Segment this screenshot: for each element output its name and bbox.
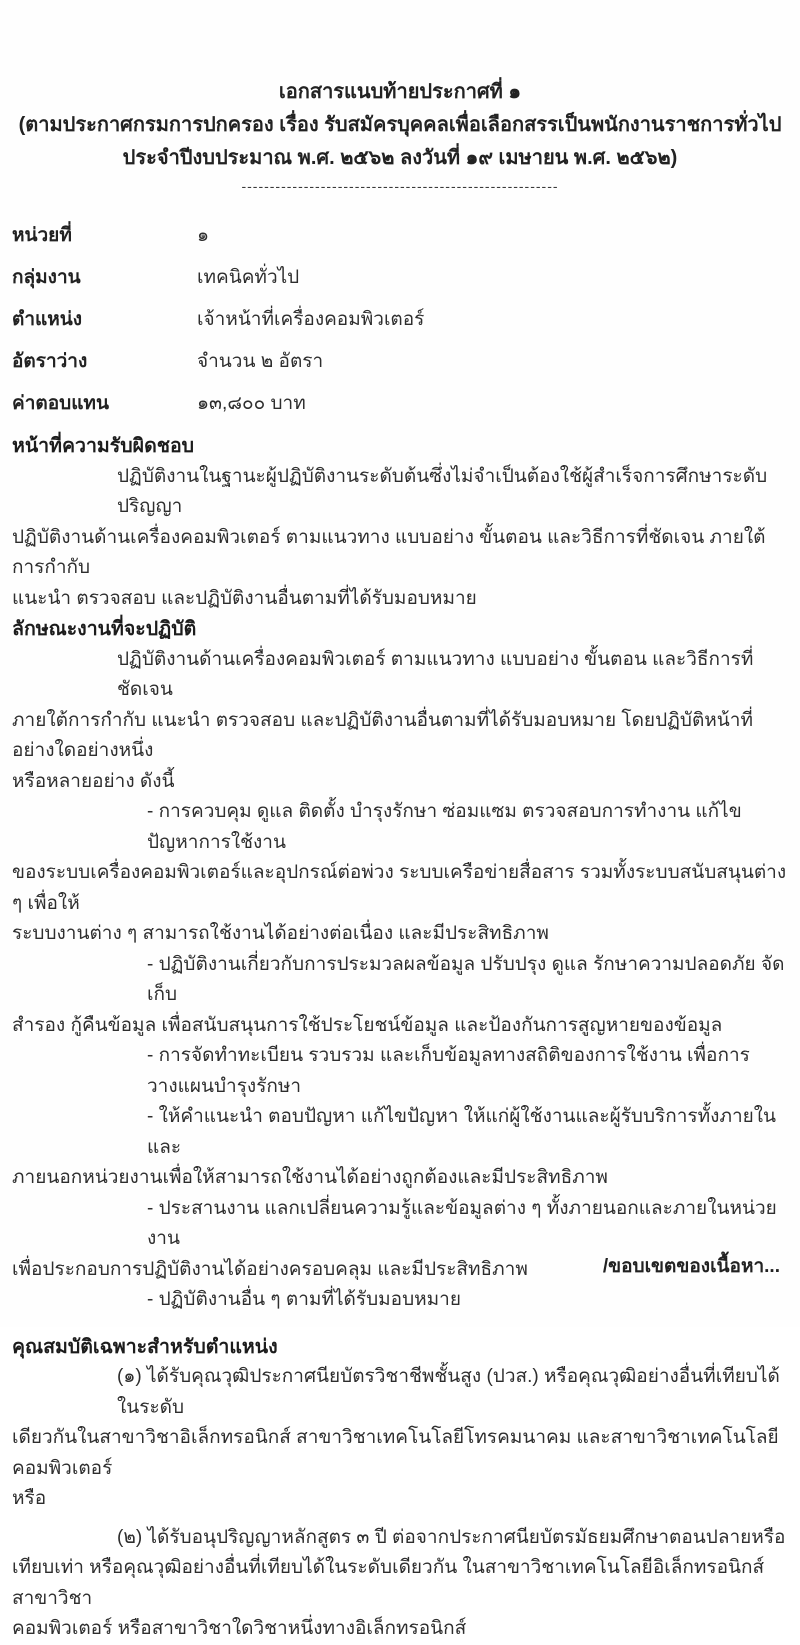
text-line: ปฏิบัติงานด้านเครื่องคอมพิวเตอร์ ตามแนวทาง แบบอย่าง ขั้นตอน และวิธีการที่ชัดเจน [117,648,754,700]
field-value: เทคนิคทั่วไป [197,267,300,288]
text-line: ปฏิบัติงานด้านเครื่องคอมพิวเตอร์ ตามแนวทาง แบบอย่าง ขั้นตอน และวิธีการที่ชัดเจน ภายใต้การกำกับ [12,526,766,578]
text-line: (๒) ได้รับอนุปริญญาหลักสูตร ๓ ปี ต่อจากประกาศนียบัตรมัธยมศึกษาตอนปลายหรือ [117,1526,786,1548]
field-row-position [12,305,788,336]
field-value: ๑๓,๘๐๐ บาท [197,393,306,414]
bullet-item [12,797,788,950]
job-nature-intro [12,645,788,798]
text-line: คอมพิวเตอร์ หรือสาขาวิชาใดวิชาหนึ่งทางอิเล็กทรอนิกส์ [12,1618,467,1639]
dashed-divider: -------------------------------------------------------- [241,178,559,194]
text-line: - ปฏิบัติงานอื่น ๆ ตามที่ได้รับมอบหมาย [147,1289,461,1310]
doc-title: เอกสารแนบท้ายประกาศที่ ๑ [278,81,522,103]
qualification-item [12,1362,788,1515]
text-line: หรือหลายอย่าง ดังนี้ [12,770,175,792]
text-line: เพื่อประกอบการปฏิบัติงานได้อย่างครอบคลุม และมีประสิทธิภาพ [12,1258,528,1280]
text-line: - การจัดทำทะเบียน รวบรวม และเก็บข้อมูลทางสถิติของการใช้งาน เพื่อการวางแผนบำรุงรักษา [147,1045,750,1097]
field-row-salary [12,389,788,420]
text-line: สำรอง กู้คืนข้อมูล เพื่อสนับสนุนการใช้ประโยชน์ข้อมูล และป้องกันการสูญหายของข้อมูล [12,1014,723,1036]
text-line: เดียวกันในสาขาวิชาอิเล็กทรอนิกส์ สาขาวิชาเทคโนโลยีโทรคมนาคม และสาขาวิชาเทคโนโลยีคอมพิวเตอร์ [12,1427,779,1479]
bullet-item [12,1285,788,1316]
text-line: - ประสานงาน แลกเปลี่ยนความรู้และข้อมูลต่าง ๆ ทั้งภายนอกและภายในหน่วยงาน [147,1197,777,1249]
document-title-block [12,76,788,175]
text-line: ปฏิบัติงานในฐานะผู้ปฏิบัติงานระดับต้นซึ่งไม่จำเป็นต้องใช้ผู้สำเร็จการศึกษาระดับปริญญา [117,465,768,517]
field-row-vacancies [12,347,788,378]
text-line: - การควบคุม ดูแล ติดตั้ง บำรุงรักษา ซ่อมแซม ตรวจสอบการทำงาน แก้ไขปัญหาการใช้งาน [147,801,742,853]
doc-subtitle-line1: (ตามประกาศกรมการปกครอง เรื่อง รับสมัครบุคคลเพื่อเลือกสรรเป็นพนักงานราชการทั่วไป [18,114,782,136]
field-row-unit [12,221,788,252]
text-line: ภายใต้การกำกับ แนะนำ ตรวจสอบ และปฏิบัติงานอื่นตามที่ได้รับมอบหมาย โดยปฏิบัติหน้าที่อย่างใดอย่างหนึ่ง [12,709,753,761]
text-line: - ปฏิบัติงานเกี่ยวกับการประมวลผลข้อมูล ปรับปรุง ดูแล รักษาความปลอดภัย จัดเก็บ [147,953,785,1005]
text-line: ภายนอกหน่วยงานเพื่อให้สามารถใช้งานได้อย่างถูกต้องและมีประสิทธิภาพ [12,1167,608,1188]
field-label: ตำแหน่ง [12,309,83,330]
text-line: ระบบงานต่าง ๆ สามารถใช้งานได้อย่างต่อเนื่อง และมีประสิทธิภาพ [12,923,549,944]
field-label: กลุ่มงาน [12,267,81,288]
field-label: อัตราว่าง [12,351,88,372]
field-value: เจ้าหน้าที่เครื่องคอมพิวเตอร์ [197,309,425,330]
field-row-work-group [12,263,788,294]
text-line: (๑) ได้รับคุณวุฒิประกาศนียบัตรวิชาชีพชั้นสูง (ปวส.) หรือคุณวุฒิอย่างอื่นที่เทียบได้ในระดับ [117,1366,780,1418]
page-continuation-note: /ขอบเขตของเนื้อหา... [602,1256,780,1277]
qualification-item [12,1523,788,1645]
section-heading-responsibilities: หน้าที่ความรับผิดชอบ [12,435,195,457]
bullet-item [12,1102,788,1194]
text-line: ของระบบเครื่องคอมพิวเตอร์และอุปกรณ์ต่อพ่วง ระบบเครือข่ายสื่อสาร รวมทั้งระบบสนับสนุนต่าง ๆ เพื่อให้ [12,862,787,914]
bullet-item [12,950,788,1042]
field-value: ๑ [197,225,210,246]
doc-subtitle-line2: ประจำปีงบประมาณ พ.ศ. ๒๕๖๒ ลงวันที่ ๑๙ เมษายน พ.ศ. ๒๕๖๒) [122,147,678,169]
section-heading-job-nature: ลักษณะงานที่จะปฏิบัติ [12,618,197,640]
text-line: หรือ [12,1488,47,1509]
summary-fields [12,221,788,420]
text-line: แนะนำ ตรวจสอบ และปฏิบัติงานอื่นตามที่ได้รับมอบหมาย [12,587,477,609]
field-label: ค่าตอบแทน [12,393,109,414]
text-line: เทียบเท่า หรือคุณวุฒิอย่างอื่นที่เทียบได้ในระดับเดียวกัน ในสาขาวิชาเทคโนโลยีอิเล็กทรอนิกส์ สาขาวิชา [12,1557,765,1609]
bullet-item [12,1041,788,1102]
responsibilities-paragraph [12,462,788,615]
field-value: จำนวน ๒ อัตรา [197,351,324,372]
field-label: หน่วยที่ [12,225,72,246]
section-heading-qualifications: คุณสมบัติเฉพาะสำหรับตำแหน่ง [12,1335,278,1358]
text-line: - ให้คำแนะนำ ตอบปัญหา แก้ไขปัญหา ให้แก่ผู้ใช้งานและผู้รับบริการทั้งภายในและ [147,1106,777,1158]
